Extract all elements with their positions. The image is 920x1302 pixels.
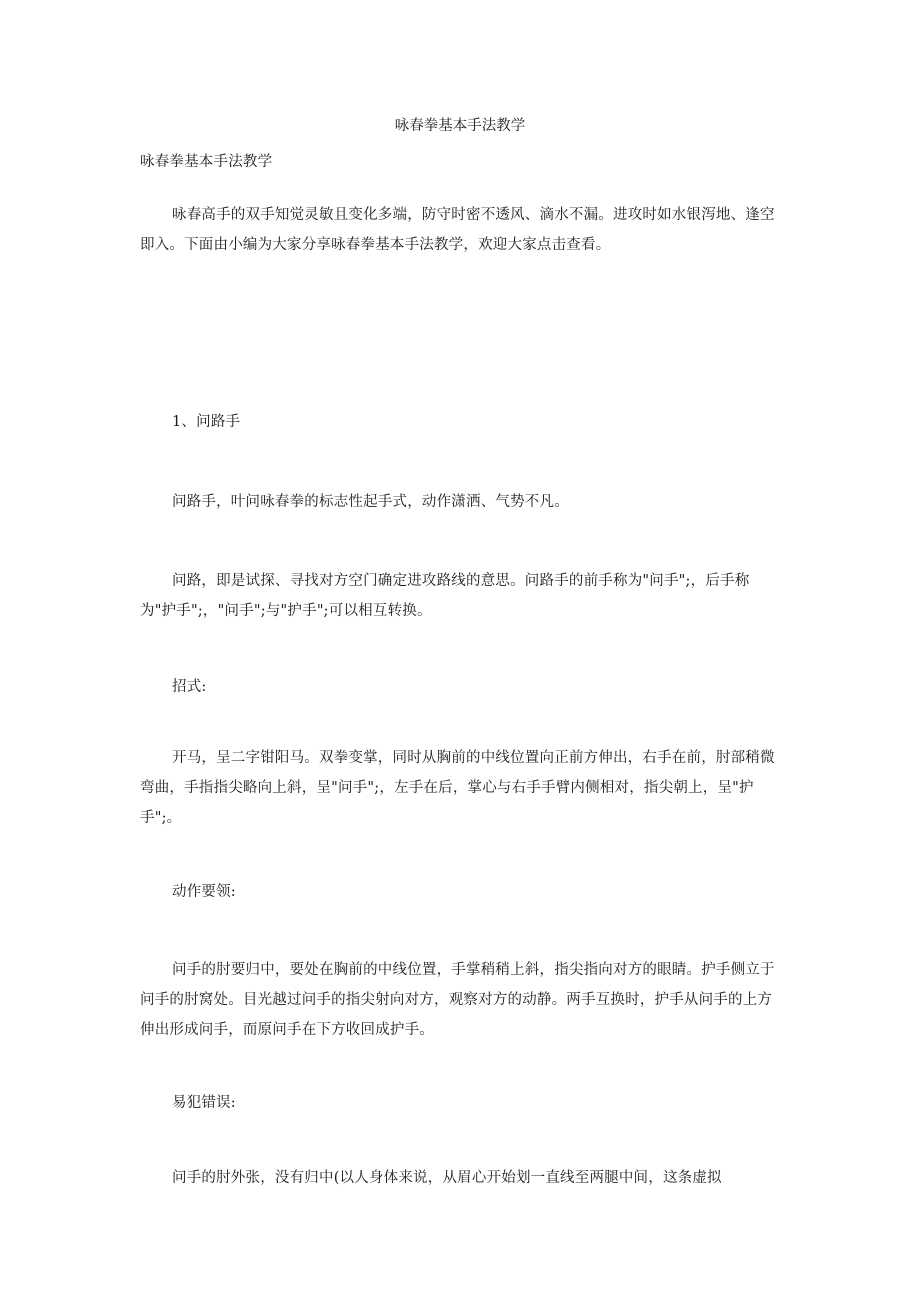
document-title: 咏春拳基本手法教学 — [394, 118, 526, 134]
label-common-errors: 易犯错误: — [172, 1095, 236, 1111]
document-subtitle: 咏春拳基本手法教学 — [140, 154, 273, 170]
paragraph-common-errors: 问手的肘外张，没有归中(以人身体来说，从眉心开始划一直线至两腿中间，这条虚拟 — [172, 1170, 722, 1186]
paragraph-key-points: 问手的肘要归中，要处在胸前的中线位置，手掌稍稍上斜，指尖指向对方的眼睛。护手侧立于问手的肘窝处。目光越过问手的指尖射向对方，观察对方的动静。两手互换时，护手从问手的上方伸出形成问手，而原问手在下方收回成护手。 — [140, 962, 775, 1038]
intro-paragraph: 咏春高手的双手知觉灵敏且变化多端，防守时密不透风、滴水不漏。进攻时如水银泻地、逢空即入。下面由小编为大家分享咏春拳基本手法教学，欢迎大家点击查看。 — [140, 207, 775, 253]
label-moves: 招式: — [172, 679, 207, 695]
paragraph-meaning: 问路，即是试探、寻找对方空门确定进攻路线的意思。问路手的前手称为"问手";，后手称为"护手";，"问手";与"护手";可以相互转换。 — [140, 573, 750, 619]
label-key-points: 动作要领: — [172, 884, 236, 900]
section-heading-wenlushou: 1、问路手 — [172, 414, 241, 430]
paragraph-description: 问路手，叶问咏春拳的标志性起手式，动作潇洒、气势不凡。 — [172, 494, 569, 510]
paragraph-moves: 开马，呈二字钳阳马。双拳变掌，同时从胸前的中线位置向正前方伸出，右手在前，肘部稍微弯曲，手指指尖略向上斜，呈"问手";，左手在后，掌心与右手手臂内侧相对，指尖朝上，呈"护手";。 — [140, 750, 775, 826]
